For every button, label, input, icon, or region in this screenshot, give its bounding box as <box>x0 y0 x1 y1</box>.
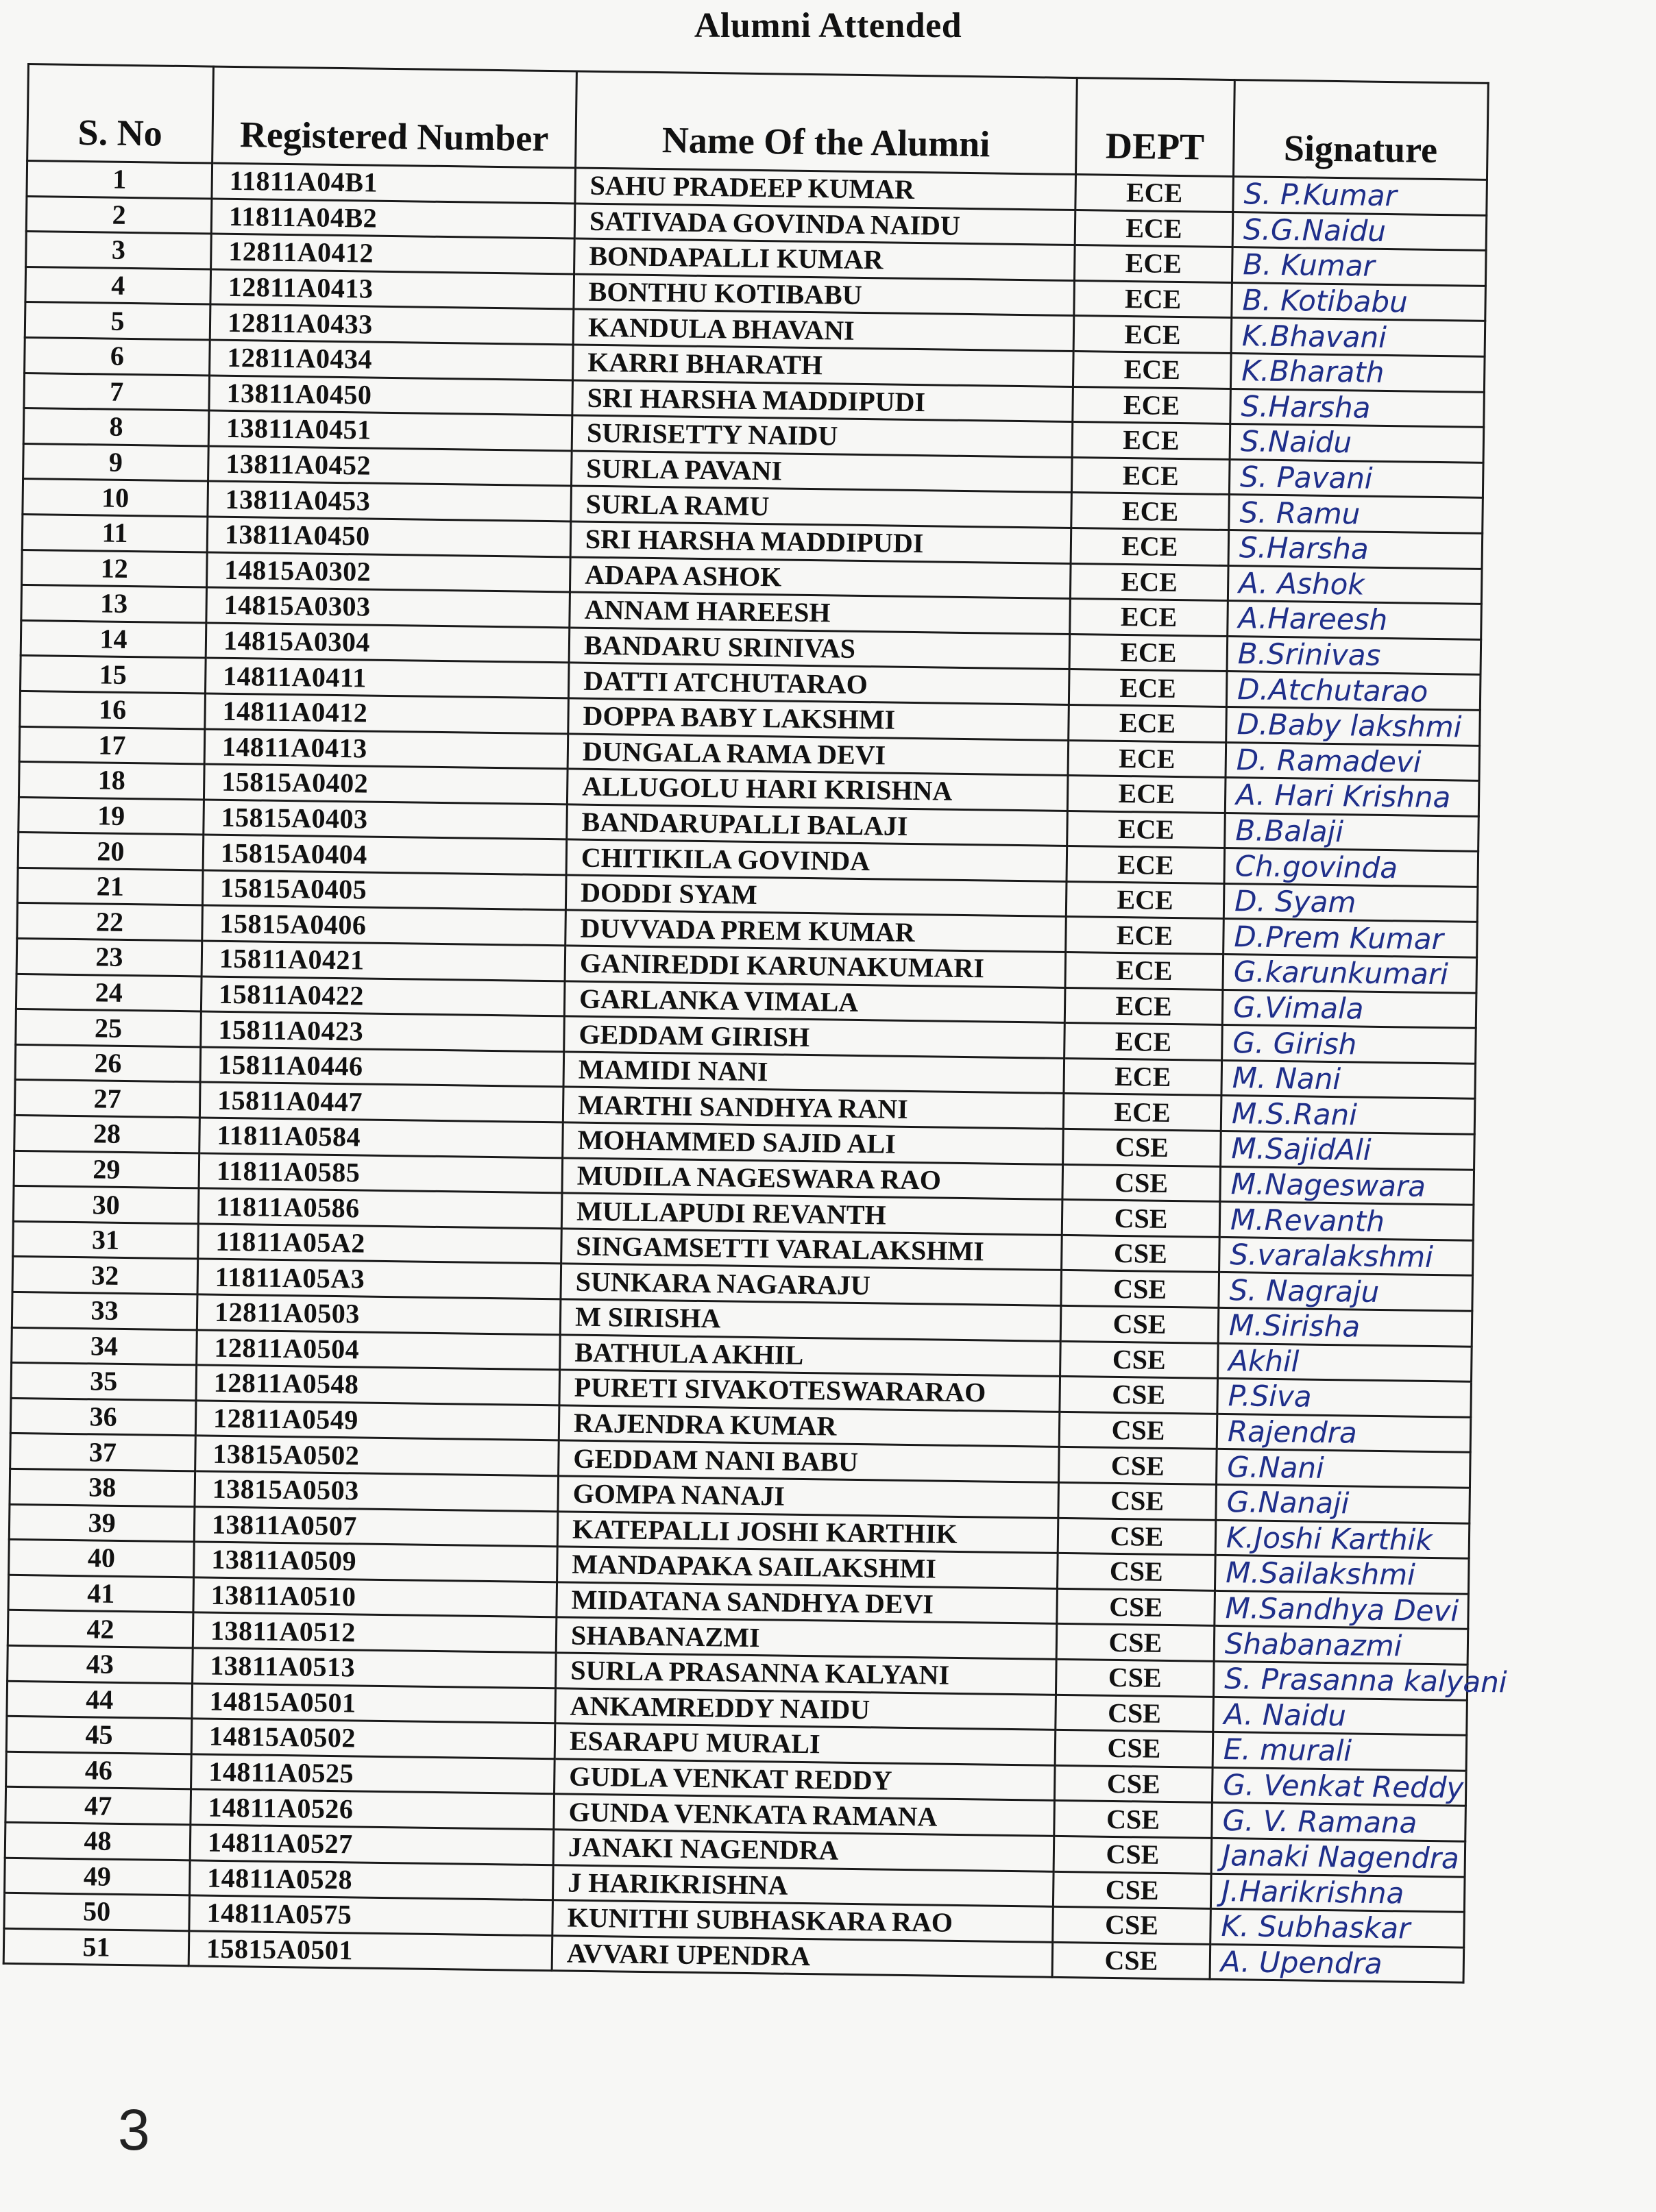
cell-alumni-name: J HARIKRISHNA <box>552 1865 1054 1906</box>
cell-dept: CSE <box>1056 1624 1215 1662</box>
cell-sno: 15 <box>21 656 206 693</box>
cell-dept: ECE <box>1067 846 1225 884</box>
cell-sno: 37 <box>10 1434 196 1471</box>
cell-dept: ECE <box>1063 1094 1221 1131</box>
cell-dept: ECE <box>1064 987 1223 1025</box>
cell-registered-number: 12811A0413 <box>210 269 574 310</box>
cell-signature: E. murali <box>1213 1732 1467 1770</box>
cell-dept: ECE <box>1065 952 1223 990</box>
cell-sno: 20 <box>18 833 204 870</box>
cell-registered-number: 15811A0422 <box>201 976 565 1017</box>
document-title: Alumni Attended <box>694 6 962 45</box>
cell-sno: 22 <box>17 903 203 941</box>
cell-alumni-name: KANDULA BHAVANI <box>573 309 1074 351</box>
column-header-registered-number: Registered Number <box>212 66 577 168</box>
cell-sno: 38 <box>10 1468 195 1506</box>
cell-signature: B. Kotibabu <box>1232 282 1486 321</box>
cell-alumni-name: M SIRISHA <box>560 1299 1061 1341</box>
cell-alumni-name: MANDAPAKA SAILAKSHMI <box>557 1547 1058 1588</box>
cell-dept: ECE <box>1075 210 1233 247</box>
cell-alumni-name: CHITIKILA GOVINDA <box>566 839 1067 881</box>
cell-registered-number: 14811A0413 <box>204 728 568 769</box>
cell-alumni-name: DATTI ATCHUTARAO <box>568 663 1069 704</box>
cell-signature: S.G.Naidu <box>1232 212 1487 250</box>
cell-sno: 21 <box>17 868 203 905</box>
cell-sno: 51 <box>3 1928 189 1966</box>
cell-dept: CSE <box>1054 1801 1213 1839</box>
cell-alumni-name: MOHAMMED SAJID ALI <box>563 1122 1064 1164</box>
cell-dept: CSE <box>1060 1305 1219 1343</box>
cell-signature: M.S.Rani <box>1221 1096 1475 1134</box>
cell-dept: ECE <box>1070 563 1228 601</box>
cell-registered-number: 13811A0450 <box>209 376 573 416</box>
cell-signature: Shabanazmi <box>1214 1626 1468 1664</box>
cell-registered-number: 11811A0584 <box>199 1118 563 1158</box>
cell-signature: M. Nani <box>1221 1060 1476 1098</box>
cell-dept: ECE <box>1066 917 1224 955</box>
cell-dept: ECE <box>1071 493 1230 530</box>
cell-sno: 39 <box>9 1504 195 1542</box>
cell-registered-number: 13811A0453 <box>208 481 572 521</box>
cell-sno: 49 <box>5 1858 191 1895</box>
cell-dept: ECE <box>1071 528 1229 565</box>
cell-alumni-name: KATEPALLI JOSHI KARTHIK <box>557 1511 1058 1553</box>
cell-sno: 29 <box>14 1151 199 1188</box>
cell-sno: 40 <box>9 1539 195 1577</box>
cell-dept: ECE <box>1067 776 1226 813</box>
cell-signature: G.Nani <box>1216 1449 1470 1488</box>
cell-alumni-name: GEDDAM NANI BABU <box>559 1440 1060 1482</box>
cell-registered-number: 11811A05A2 <box>198 1224 562 1264</box>
cell-dept: ECE <box>1074 245 1232 283</box>
cell-alumni-name: KARRI BHARATH <box>573 345 1074 386</box>
cell-alumni-name: SURLA RAMU <box>571 486 1072 528</box>
cell-signature: B. Kumar <box>1232 247 1486 286</box>
cell-dept: ECE <box>1073 351 1231 389</box>
cell-signature: K. Subhaskar <box>1210 1908 1465 1947</box>
cell-dept: CSE <box>1052 1942 1210 1980</box>
cell-registered-number: 12811A0433 <box>210 304 574 345</box>
cell-signature: D.Atchutarao <box>1226 672 1481 710</box>
cell-sno: 30 <box>13 1186 199 1224</box>
cell-sno: 28 <box>14 1115 200 1153</box>
alumni-table <box>3 63 1507 1984</box>
cell-registered-number: 14811A0528 <box>190 1860 554 1900</box>
cell-registered-number: 13815A0503 <box>195 1471 559 1512</box>
cell-sno: 24 <box>16 974 202 1011</box>
cell-alumni-name: RAJENDRA KUMAR <box>559 1405 1060 1447</box>
page-number: 3 <box>118 2098 150 2162</box>
cell-dept: CSE <box>1060 1377 1218 1414</box>
cell-alumni-name: SURLA PRASANNA KALYANI <box>556 1653 1057 1695</box>
cell-registered-number: 14815A0502 <box>191 1719 555 1759</box>
cell-signature: S.Naidu <box>1230 424 1484 463</box>
cell-signature: B.Srinivas <box>1227 636 1481 674</box>
cell-registered-number: 11811A04B1 <box>212 163 576 204</box>
cell-registered-number: 13811A0450 <box>207 517 571 557</box>
cell-signature: S. P.Kumar <box>1233 177 1487 215</box>
cell-alumni-name: SATIVADA GOVINDA NAIDU <box>574 204 1075 245</box>
cell-signature: G. Venkat Reddy <box>1212 1767 1466 1806</box>
cell-alumni-name: ESARAPU MURALI <box>555 1723 1056 1765</box>
cell-registered-number: 15815A0402 <box>204 764 568 804</box>
cell-signature: Janaki Nagendra <box>1211 1838 1465 1876</box>
cell-dept: ECE <box>1070 599 1228 637</box>
cell-alumni-name: GANIREDDI KARUNAKUMARI <box>565 946 1066 987</box>
cell-alumni-name: AVVARI UPENDRA <box>552 1935 1053 1977</box>
cell-signature: M.Sirisha <box>1218 1307 1472 1346</box>
cell-alumni-name: DUNGALA RAMA DEVI <box>568 733 1069 775</box>
cell-alumni-name: DUVVADA PREM KUMAR <box>565 910 1067 952</box>
cell-alumni-name: MULLAPUDI REVANTH <box>561 1193 1062 1235</box>
cell-signature: K.Bharath <box>1230 353 1485 391</box>
cell-dept: ECE <box>1069 704 1227 742</box>
column-header-name: Name Of the Alumni <box>576 71 1077 175</box>
cell-signature: A. Upendra <box>1210 1944 1464 1982</box>
cell-alumni-name: SINGAMSETTI VARALAKSHMI <box>561 1229 1062 1270</box>
cell-signature: A. Ashok <box>1228 565 1482 604</box>
cell-sno: 44 <box>7 1681 193 1719</box>
cell-alumni-name: SURLA PAVANI <box>571 451 1072 493</box>
cell-dept: CSE <box>1053 1906 1211 1944</box>
cell-dept: ECE <box>1066 881 1224 919</box>
cell-dept: ECE <box>1073 386 1231 424</box>
cell-sno: 34 <box>12 1327 197 1365</box>
cell-sno: 47 <box>5 1787 191 1825</box>
cell-alumni-name: GOMPA NANAJI <box>558 1476 1059 1518</box>
cell-dept: ECE <box>1064 1058 1222 1096</box>
cell-alumni-name: SRI HARSHA MADDIPUDI <box>570 521 1071 563</box>
cell-registered-number: 14811A0525 <box>191 1754 555 1795</box>
cell-registered-number: 14811A0527 <box>190 1825 554 1865</box>
cell-signature: S.varalakshmi <box>1219 1237 1474 1275</box>
cell-registered-number: 14815A0501 <box>192 1683 556 1723</box>
cell-alumni-name: ADAPA ASHOK <box>570 556 1071 598</box>
cell-dept: CSE <box>1056 1659 1214 1697</box>
cell-sno: 45 <box>6 1716 192 1754</box>
cell-signature: D. Ramadevi <box>1226 742 1480 781</box>
cell-dept: ECE <box>1067 811 1226 848</box>
cell-dept: ECE <box>1075 175 1234 212</box>
cell-alumni-name: ALLUGOLU HARI KRISHNA <box>567 769 1068 811</box>
cell-registered-number: 15811A0447 <box>199 1082 563 1122</box>
cell-alumni-name: GUDLA VENKAT REDDY <box>555 1758 1056 1800</box>
cell-signature: S. Ramu <box>1229 495 1483 533</box>
cell-sno: 9 <box>23 443 209 481</box>
cell-alumni-name: BANDARU SRINIVAS <box>569 628 1070 669</box>
cell-signature: A. Hari Krishna <box>1225 778 1479 816</box>
cell-signature: D.Baby lakshmi <box>1226 706 1481 745</box>
cell-sno: 27 <box>14 1080 200 1118</box>
cell-signature: S. Prasanna kalyani <box>1213 1661 1468 1699</box>
cell-dept: ECE <box>1069 669 1227 707</box>
cell-registered-number: 13811A0451 <box>208 410 572 451</box>
cell-signature: K.Joshi Karthik <box>1215 1520 1470 1558</box>
cell-dept: CSE <box>1058 1482 1217 1520</box>
cell-signature: P.Siva <box>1217 1379 1472 1417</box>
cell-sno: 50 <box>4 1893 190 1930</box>
cell-dept: CSE <box>1054 1836 1212 1873</box>
cell-registered-number: 12811A0503 <box>197 1294 561 1335</box>
cell-registered-number: 13811A0513 <box>193 1648 557 1688</box>
cell-sno: 36 <box>10 1398 196 1436</box>
cell-alumni-name: SHABANAZMI <box>556 1617 1057 1659</box>
cell-alumni-name: MIDATANA SANDHYA DEVI <box>557 1582 1058 1624</box>
cell-dept: CSE <box>1062 1200 1220 1238</box>
cell-dept: CSE <box>1059 1412 1217 1449</box>
cell-dept: CSE <box>1053 1871 1211 1909</box>
cell-sno: 7 <box>24 373 210 410</box>
cell-alumni-name: BANDARUPALLI BALAJI <box>567 804 1068 846</box>
cell-dept: ECE <box>1069 634 1228 672</box>
cell-registered-number: 14811A0526 <box>191 1789 555 1830</box>
cell-sno: 48 <box>5 1822 191 1860</box>
cell-registered-number: 15815A0406 <box>202 905 566 946</box>
cell-sno: 14 <box>21 620 206 658</box>
cell-sno: 32 <box>12 1257 198 1294</box>
cell-registered-number: 14811A0411 <box>205 658 569 698</box>
cell-sno: 16 <box>20 691 206 728</box>
cell-alumni-name: GEDDAM GIRISH <box>564 1016 1065 1058</box>
cell-signature: Akhil <box>1218 1343 1472 1381</box>
cell-dept: ECE <box>1064 1023 1223 1061</box>
cell-sno: 31 <box>13 1221 199 1259</box>
cell-registered-number: 15815A0405 <box>202 870 566 911</box>
cell-signature: Rajendra <box>1217 1414 1471 1452</box>
cell-signature: S.Harsha <box>1230 389 1485 427</box>
cell-sno: 33 <box>12 1292 197 1329</box>
cell-signature: J.Harikrishna <box>1210 1873 1465 1912</box>
cell-sno: 35 <box>11 1363 197 1401</box>
cell-dept: CSE <box>1057 1588 1215 1626</box>
cell-registered-number: 12811A0549 <box>195 1401 559 1441</box>
cell-registered-number: 12811A0504 <box>197 1329 561 1370</box>
cell-alumni-name: SAHU PRADEEP KUMAR <box>575 168 1076 210</box>
cell-sno: 25 <box>16 1009 202 1047</box>
cell-alumni-name: BONDAPALLI KUMAR <box>574 238 1075 280</box>
cell-sno: 2 <box>26 196 212 234</box>
cell-dept: CSE <box>1063 1129 1221 1166</box>
cell-alumni-name: ANKAMREDDY NAIDU <box>555 1688 1056 1730</box>
cell-registered-number: 13811A0507 <box>194 1506 558 1547</box>
cell-signature: D.Prem Kumar <box>1223 919 1478 957</box>
cell-registered-number: 15811A0446 <box>200 1047 564 1087</box>
cell-registered-number: 11811A05A3 <box>197 1259 561 1299</box>
cell-sno: 4 <box>25 267 211 304</box>
cell-registered-number: 12811A0412 <box>211 234 575 274</box>
cell-registered-number: 13811A0452 <box>208 446 572 487</box>
cell-signature: M.Sandhya Devi <box>1215 1590 1469 1629</box>
cell-registered-number: 15815A0501 <box>188 1931 552 1971</box>
cell-registered-number: 14815A0303 <box>206 587 570 628</box>
cell-signature: A.Hareesh <box>1228 601 1482 639</box>
cell-signature: S. Pavani <box>1229 459 1483 497</box>
cell-signature: M.SajidAli <box>1221 1131 1475 1169</box>
cell-dept: CSE <box>1058 1518 1216 1556</box>
cell-registered-number: 12811A0548 <box>196 1365 560 1405</box>
cell-registered-number: 13811A0509 <box>194 1542 558 1582</box>
cell-sno: 12 <box>22 550 208 587</box>
cell-sno: 1 <box>27 161 212 199</box>
cell-alumni-name: GARLANKA VIMALA <box>564 981 1065 1023</box>
cell-sno: 5 <box>25 302 210 340</box>
table-body <box>3 161 1507 1983</box>
cell-sno: 26 <box>15 1044 201 1082</box>
cell-alumni-name: SURISETTY NAIDU <box>572 415 1073 457</box>
cell-registered-number: 11811A04B2 <box>211 199 575 239</box>
cell-dept: CSE <box>1062 1235 1220 1273</box>
cell-registered-number: 11811A0586 <box>198 1188 562 1229</box>
cell-registered-number: 15811A0421 <box>202 941 565 981</box>
cell-alumni-name: PURETI SIVAKOTESWARARAO <box>559 1370 1060 1412</box>
column-header-dept: DEPT <box>1076 78 1235 177</box>
cell-sno: 43 <box>8 1645 193 1683</box>
cell-alumni-name: MARTHI SANDHYA RANI <box>563 1087 1064 1129</box>
cell-dept: ECE <box>1074 280 1232 318</box>
cell-alumni-name: MAMIDI NANI <box>563 1052 1064 1094</box>
cell-alumni-name: ANNAM HAREESH <box>570 592 1071 634</box>
cell-sno: 18 <box>19 762 204 800</box>
cell-signature: G. V. Ramana <box>1212 1803 1466 1841</box>
cell-signature: S.Harsha <box>1228 530 1483 568</box>
cell-signature: M.Sailakshmi <box>1215 1556 1469 1594</box>
cell-registered-number: 13811A0512 <box>193 1612 557 1653</box>
column-header-sno: S. No <box>27 64 214 164</box>
cell-registered-number: 14815A0302 <box>207 552 571 593</box>
column-header-signature: Signature <box>1233 80 1488 180</box>
cell-sno: 17 <box>19 726 205 764</box>
cell-registered-number: 13811A0510 <box>193 1577 557 1618</box>
cell-sno: 8 <box>23 408 209 446</box>
cell-dept: CSE <box>1055 1730 1213 1767</box>
attendance-sheet <box>1 63 1507 2056</box>
cell-registered-number: 11811A0585 <box>199 1153 563 1194</box>
cell-sno: 13 <box>21 585 207 623</box>
cell-signature: A. Naidu <box>1213 1697 1468 1735</box>
cell-signature: S. Nagraju <box>1219 1273 1473 1311</box>
cell-alumni-name: KUNITHI SUBHASKARA RAO <box>552 1900 1054 1942</box>
cell-dept: CSE <box>1059 1447 1217 1485</box>
cell-alumni-name: GUNDA VENKATA RAMANA <box>554 1794 1055 1836</box>
cell-sno: 11 <box>22 514 208 552</box>
cell-alumni-name: SRI HARSHA MADDIPUDI <box>572 380 1073 422</box>
cell-registered-number: 14811A0412 <box>205 693 569 734</box>
cell-signature: G.Nanaji <box>1216 1484 1470 1523</box>
cell-signature: K.Bhavani <box>1231 318 1485 356</box>
cell-signature: G.Vimala <box>1222 990 1476 1028</box>
cell-signature: Ch.govinda <box>1224 848 1478 887</box>
cell-registered-number: 14811A0575 <box>189 1895 553 1936</box>
cell-registered-number: 14815A0304 <box>206 623 570 663</box>
cell-alumni-name: MUDILA NAGESWARA RAO <box>562 1157 1063 1199</box>
cell-sno: 3 <box>26 232 212 269</box>
cell-registered-number: 15815A0403 <box>204 800 568 840</box>
cell-signature: G.karunkumari <box>1223 955 1477 993</box>
cell-registered-number: 15811A0423 <box>201 1011 565 1052</box>
cell-dept: ECE <box>1071 457 1230 495</box>
cell-dept: CSE <box>1056 1695 1214 1732</box>
cell-sno: 6 <box>25 337 210 375</box>
cell-alumni-name: BONTHU KOTIBABU <box>574 274 1075 316</box>
cell-registered-number: 12811A0434 <box>210 340 574 380</box>
cell-sno: 19 <box>19 797 204 835</box>
cell-alumni-name: DOPPA BABY LAKSHMI <box>568 698 1069 740</box>
cell-dept: CSE <box>1062 1164 1221 1202</box>
cell-alumni-name: BATHULA AKHIL <box>560 1334 1061 1376</box>
cell-dept: CSE <box>1060 1341 1219 1379</box>
cell-sno: 42 <box>8 1610 193 1648</box>
cell-signature: B.Balaji <box>1225 813 1479 851</box>
cell-dept: ECE <box>1068 740 1226 778</box>
table-header-row <box>27 64 1489 180</box>
cell-dept: CSE <box>1061 1270 1219 1308</box>
cell-registered-number: 15815A0404 <box>203 835 567 875</box>
cell-sno: 10 <box>23 479 208 517</box>
cell-signature: M.Nageswara <box>1220 1166 1474 1205</box>
cell-alumni-name: JANAKI NAGENDRA <box>553 1830 1054 1871</box>
cell-sno: 46 <box>6 1752 192 1789</box>
cell-alumni-name: SUNKARA NAGARAJU <box>561 1264 1062 1305</box>
cell-alumni-name: DODDI SYAM <box>565 875 1067 917</box>
cell-signature: D. Syam <box>1223 883 1478 922</box>
cell-signature: G. Girish <box>1222 1025 1476 1064</box>
cell-dept: CSE <box>1054 1765 1213 1803</box>
cell-dept: CSE <box>1057 1553 1215 1591</box>
cell-dept: ECE <box>1072 422 1230 460</box>
cell-sno: 41 <box>8 1575 194 1612</box>
cell-signature: M.Revanth <box>1219 1202 1474 1240</box>
cell-sno: 23 <box>16 938 202 976</box>
cell-registered-number: 13815A0502 <box>195 1436 559 1476</box>
cell-dept: ECE <box>1073 316 1232 354</box>
